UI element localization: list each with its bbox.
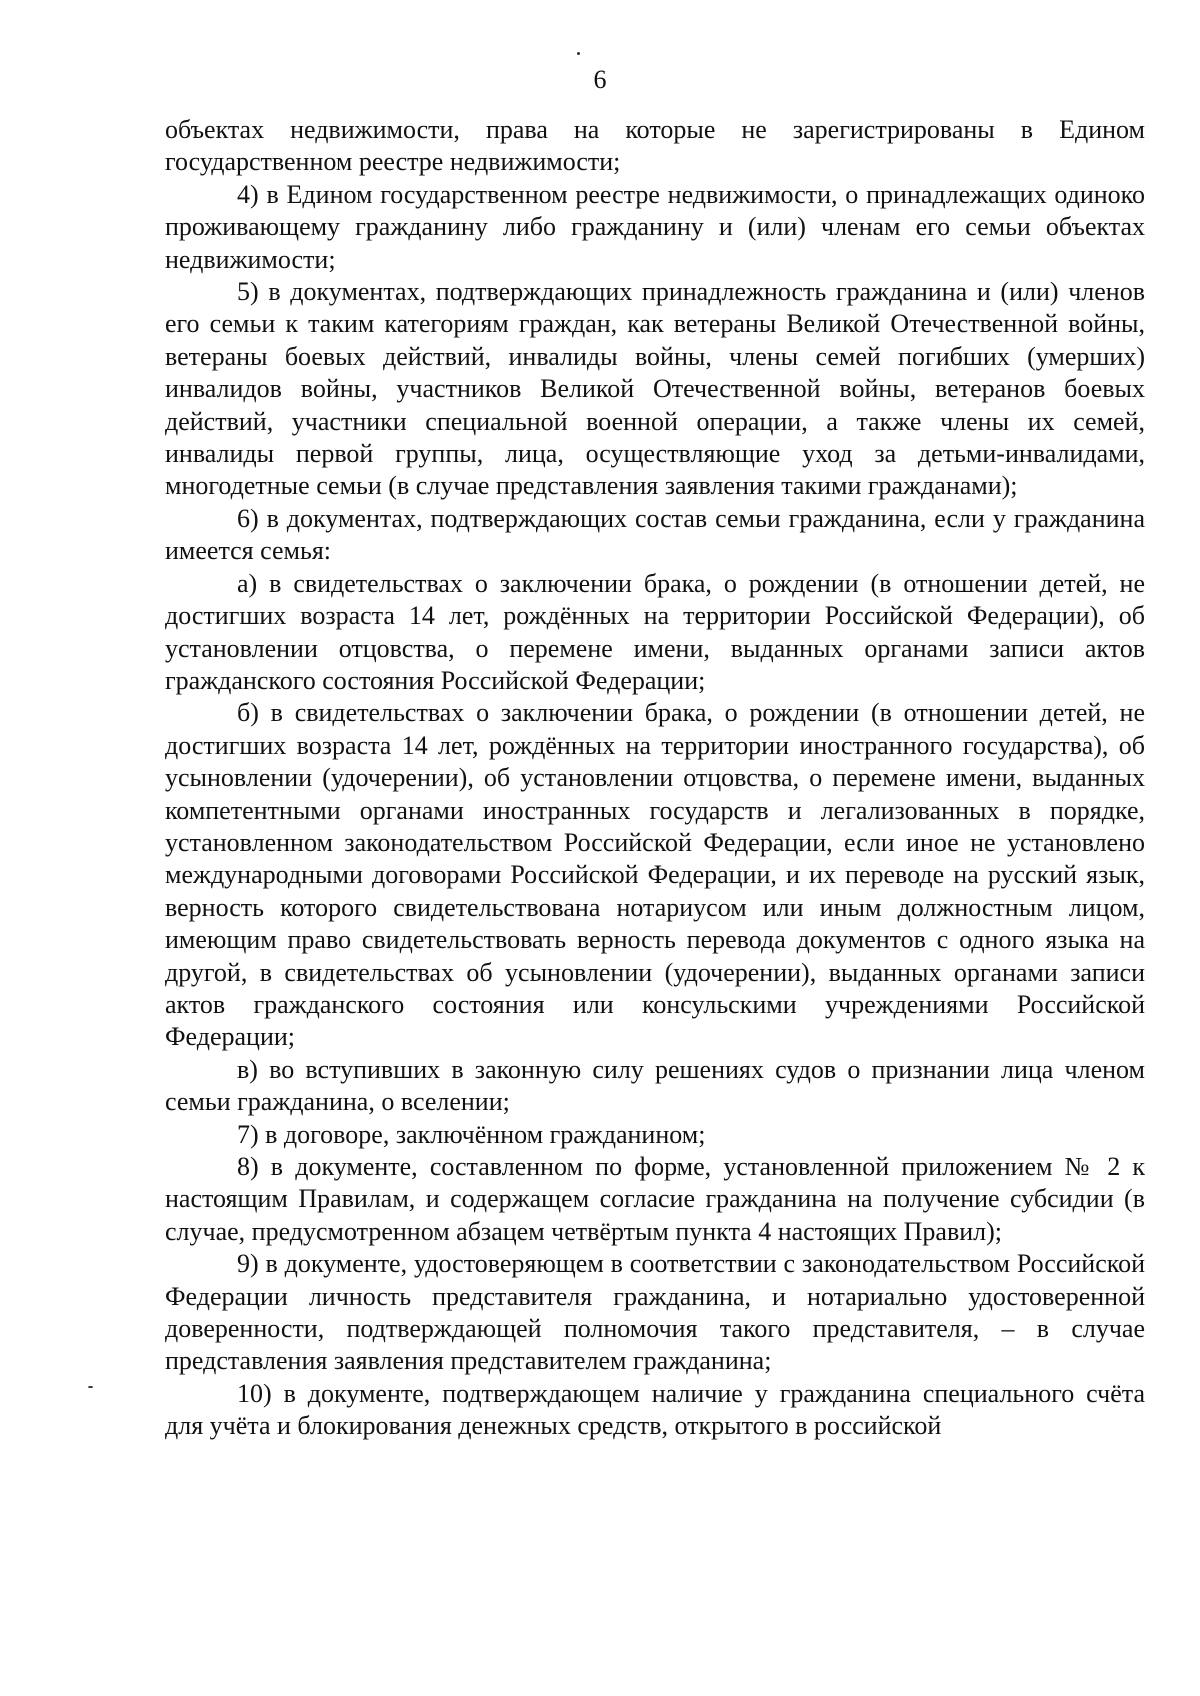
paragraph: объектах недвижимости, права на которые не зарегистрированы в Едином государственном реестре недвижимости; — [165, 115, 1145, 177]
paragraph-item-10: 10) в документе, подтверждающем наличие у гражданина специального счёта для учёта и блокирования денежных средств, открытого в российской — [165, 1378, 1145, 1441]
paragraph-item-6: 6) в документах, подтверждающих состав семьи гражданина, если у гражданина имеется семья: — [165, 503, 1145, 566]
paragraph-item-7: 7) в договоре, заключённом гражданином; — [237, 1119, 706, 1149]
scan-speck — [577, 52, 580, 55]
paragraph-item-4: 4) в Едином государственном реестре недвижимости, о принадлежащих одиноко проживающему гражданину либо гражданину и (или) членам его семьи объектах недвижимости; — [165, 179, 1145, 274]
scan-speck — [88, 1386, 93, 1388]
paragraph-item-6a: а) в свидетельствах о заключении брака, о рождении (в отношении детей, не достигших возраста 14 лет, рождённых на территории Российской Федерации), об установлении отцовства, о перемене имени, выданных органами записи актов гражданского состояния Российской Федерации; — [165, 568, 1145, 695]
document-body — [165, 114, 1145, 1443]
paragraph-item-6b: б) в свидетельствах о заключении брака, о рождении (в отношении детей, не достигших возраста 14 лет, рождённых на территории иностранного государства), об усыновлении (удочерении), об установлении отцовства, о перемене имени, выданных компетентными органами иностранных государств и легализованных в порядке, установленном законодательством Российской Федерации, если иное не установлено международными договорами Российской Федерации, и их переводе на русский язык, верность которого свидетельствована нотариусом или иным должностным лицом, имеющим право свидетельствовать верность перевода документов с одного языка на другой, в свидетельствах об усыновлении (удочерении), выданных органами записи актов гражданского состояния или консульскими учреждениями Российской Федерации; — [165, 698, 1145, 1052]
paragraph-item-6v: в) во вступивших в законную силу решениях судов о признании лица членом семьи гражданина, о вселении; — [165, 1054, 1145, 1117]
page-number: 6 — [593, 65, 607, 94]
paragraph-item-8: 8) в документе, составленном по форме, установленной приложением № 2 к настоящим Правилам, и содержащем согласие гражданина на получение субсидии (в случае, предусмотренном абзацем четвёртым пункта 4 настоящих Правил); — [165, 1152, 1145, 1246]
paragraph-item-5: 5) в документах, подтверждающих принадлежность гражданина и (или) членов его семьи к таким категориям граждан, как ветераны Великой Отечественной войны, ветераны боевых действий, инвалиды войны, члены семей погибших (умерших) инвалидов войны, участников Великой Отечественной войны, ветеранов боевых действий, участники специальной военной операции, а также члены их семей, инвалиды первой группы, лица, осуществляющие уход за детьми-инвалидами, многодетные семьи (в случае представления заявления такими гражданами); — [165, 277, 1145, 501]
paragraph-item-9: 9) в документе, удостоверяющем в соответствии с законодательством Российской Федерации личность представителя гражданина, и нотариально удостоверенной доверенности, подтверждающей полномочия такого представителя, – в случае представления заявления представителем гражданина; — [165, 1249, 1145, 1376]
